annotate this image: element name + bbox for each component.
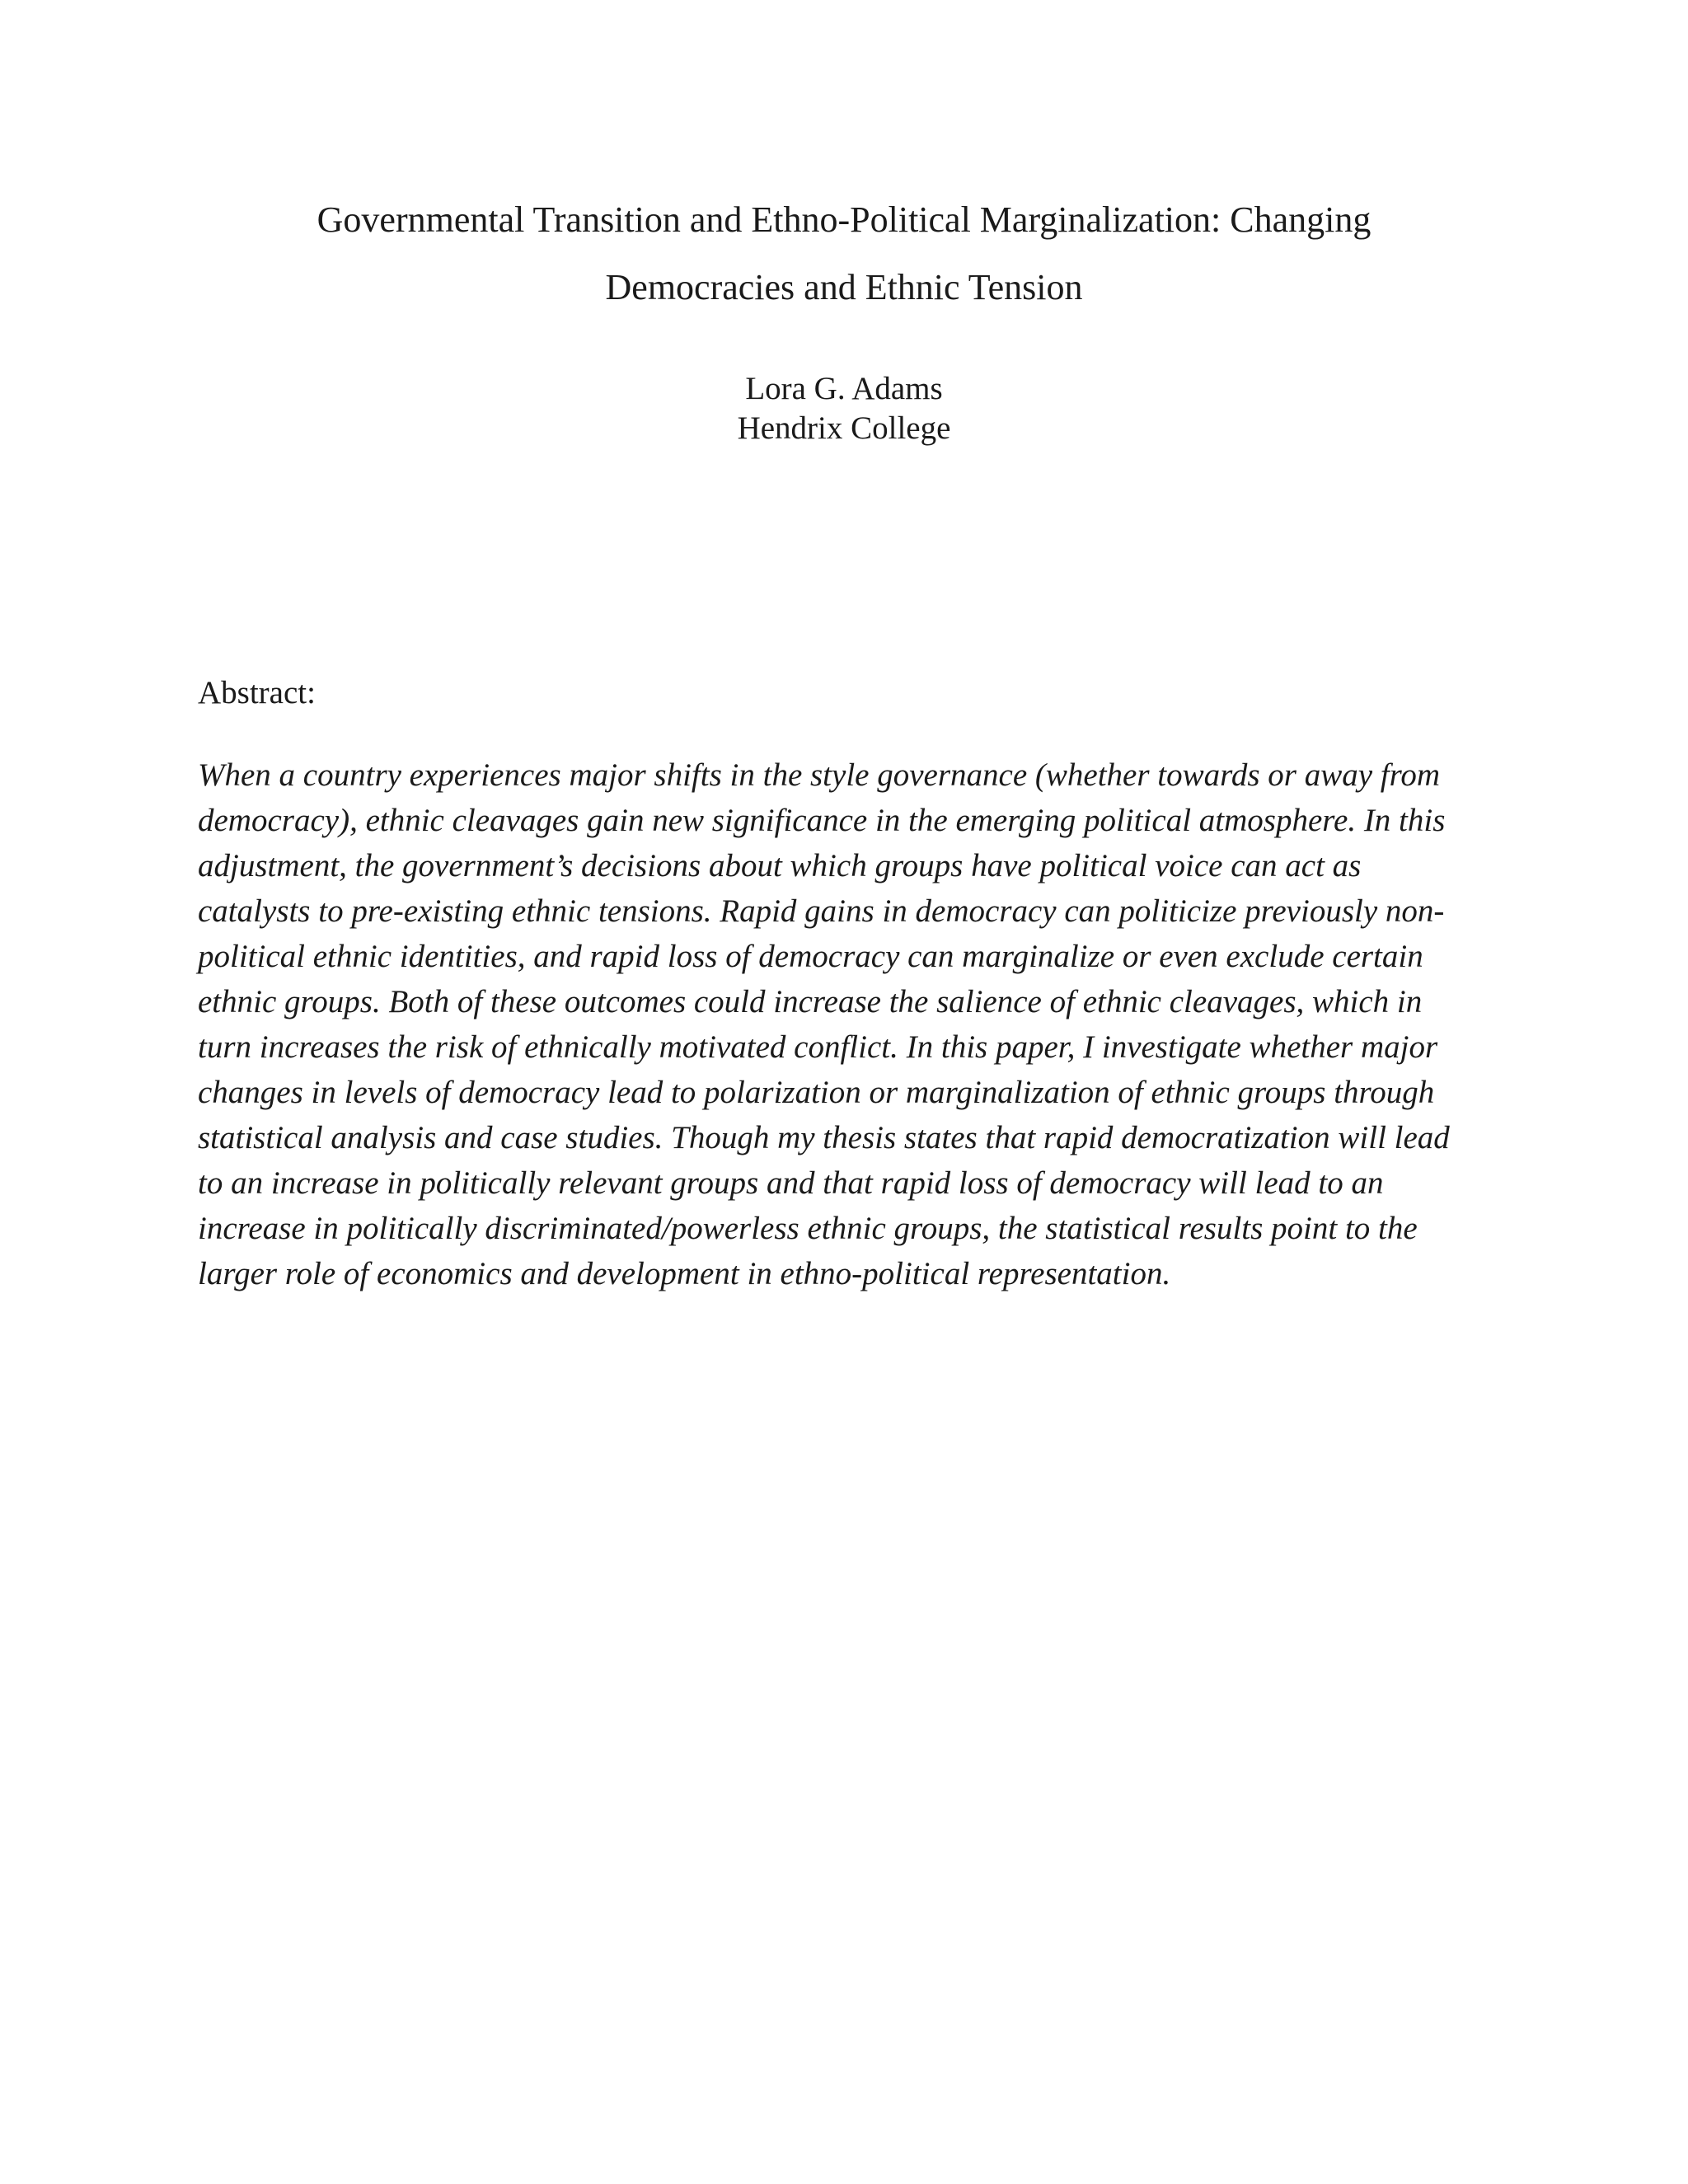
abstract-heading: Abstract: bbox=[198, 675, 316, 710]
author-block bbox=[198, 369, 1490, 448]
abstract-line: to an increase in politically relevant groups and that rapid loss of democracy will lead to an bbox=[198, 1165, 1384, 1201]
abstract-body bbox=[198, 752, 1500, 1296]
author-affiliation: Hendrix College bbox=[737, 410, 951, 446]
abstract-line: statistical analysis and case studies. Though my thesis states that rapid democratization will lead bbox=[198, 1120, 1450, 1155]
abstract-line: When a country experiences major shifts in the style governance (whether towards or away from bbox=[198, 757, 1441, 793]
abstract-line: adjustment, the government’s decisions about which groups have political voice can act as bbox=[198, 848, 1362, 883]
abstract-line: turn increases the risk of ethnically motivated conflict. In this paper, I investigate whether major bbox=[198, 1029, 1438, 1065]
abstract-line: democracy), ethnic cleavages gain new significance in the emerging political atmosphere. In this bbox=[198, 803, 1446, 838]
abstract-line: larger role of economics and development in ethno-political representation. bbox=[198, 1256, 1171, 1291]
author-name: Lora G. Adams bbox=[745, 371, 943, 406]
abstract-line: catalysts to pre-existing ethnic tensions. Rapid gains in democracy can politicize previously non- bbox=[198, 893, 1445, 929]
abstract-line: ethnic groups. Both of these outcomes could increase the salience of ethnic cleavages, which in bbox=[198, 984, 1423, 1019]
title-line: Democracies and Ethnic Tension bbox=[605, 267, 1083, 307]
abstract-line: increase in politically discriminated/powerless ethnic groups, the statistical results point to the bbox=[198, 1211, 1418, 1246]
title-line: Governmental Transition and Ethno-Political Marginalization: Changing bbox=[316, 199, 1372, 240]
abstract-line: changes in levels of democracy lead to polarization or marginalization of ethnic groups through bbox=[198, 1075, 1435, 1110]
abstract-line: political ethnic identities, and rapid loss of democracy can marginalize or even exclude certain bbox=[198, 939, 1423, 974]
paper-title bbox=[198, 186, 1490, 321]
